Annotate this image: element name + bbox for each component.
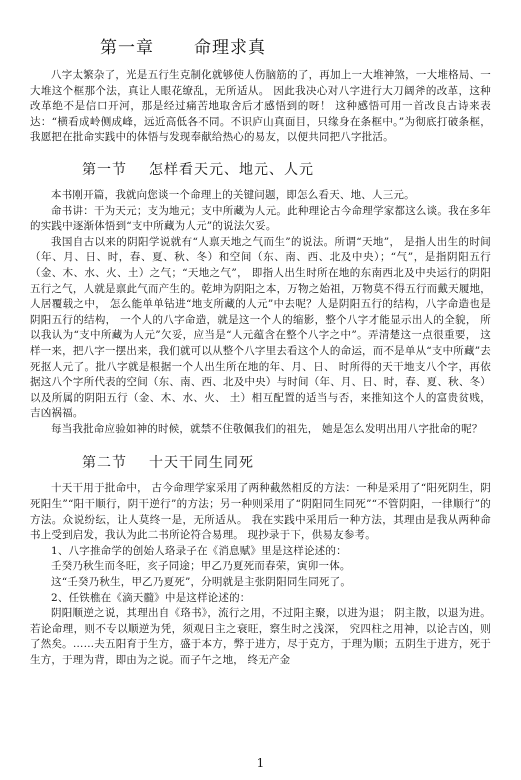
chapter-title: 命理求真 [194, 38, 266, 58]
section1-paragraph: 命书讲：干为天元；支为地元；支中所藏为人元。此种理论古今命理学家都这么谈。我在多年的实践中逐渐体悟到“支中所藏为人元”的说法欠妥。 [30, 204, 491, 233]
section2-title: 十天干同生同死 [149, 455, 254, 472]
chapter-number: 第一章 [100, 38, 154, 58]
section2-paragraph: 1、八字推命学的创始人珞录子在《消息赋》里是这样论述的： [51, 544, 347, 557]
intro-paragraph: 八字太繁杂了，光是五行生克制化就够使人伤脑筋的了，再加上一大堆神煞，一大堆格局、一大堆这个框那个法，真让人眼花缭乱，无所适从。 因此我决心对八字进行大刀阔斧的改革，这种改革绝不是信口开河，那是经过痛苦地取舍后才感悟到的呀！ 这种感悟可用一首改良古诗来表达：“横看成岭侧成峰，远近高低各不同。不识庐山真面目，只缘身在条框中。”为彻底打破条框， 我愿把在批命实践中的体悟与发现奉献给热心的易友，以便共同把八字批活。 [30, 69, 491, 144]
chapter-heading [30, 34, 491, 62]
section1-title: 怎样看天元、地元、人元 [149, 161, 314, 178]
section1-paragraph: 本书刚开篇，我就向您谈一个命理上的关键问题，即怎么看天、地、人三元。 [51, 188, 415, 201]
section2-paragraph: 这“壬癸乃秋生，甲乙乃夏死”，分明就是主张阴阳同生同死了。 [51, 576, 352, 589]
intro-text [30, 68, 491, 146]
section1-paragraph: 每当我批命应验如神的时候，就禁不住敬佩我们的祖先， 她是怎么发明出用八字批命的呢？ [51, 422, 483, 435]
page-number: 1 [256, 756, 265, 770]
section1-heading [30, 158, 491, 182]
section2-paragraph: 壬癸乃秋生而冬旺，亥子同途；甲乙乃夏死而春荣，寅卯一体。 [51, 560, 351, 573]
section2-paragraph: 2、任铁樵在《滴天髓》中是这样论述的： [51, 591, 251, 604]
section2-heading [30, 451, 491, 475]
section1-body [30, 188, 491, 438]
section2-paragraph: 十天干用于批命中， 古今命理学家采用了两种截然相反的方法：一种是采用了“阳死阴生，阴死阳生”“阳干顺行，阴干逆行”的方法；另一种则采用了“阴阳同生同死”“不管阴阳，一律顺行”的方法。众说纷纭，让人莫终一是，无所适从。 我在实践中采用后一种方法，其理由是我从两种命书上受到启发，我认为此二书所论符合易理。 现抄录于下，供易友参考。 [30, 482, 491, 542]
section2-paragraph: 阴阳顺逆之说，其理出自《珞书》，流行之用，不过阳主聚，以进为退； 阴主散，以退为进。若论命理，则不专以顺逆为凭，须观日主之衰旺，察生时之浅深， 究四柱之用神，以论吉凶，则了然矣。……夫五阳育于生方，盛于本方，弊于进方，尽于克方，于理为顺；五阴生于进方，死于生方，于理为背，即由为之说。而子午之地， 终无产金 [30, 607, 491, 666]
section2-number: 第二节 [82, 455, 127, 472]
section1-number: 第一节 [82, 161, 127, 178]
section2-body [30, 481, 491, 668]
section1-paragraph: 我国自古以来的阴阳学说就有“人禀天地之气而生”的说法。所谓“天地”， 是指人出生的时间（年、月、日、时，春、夏、秋、冬）和空间（东、南、西、北及中央）；“气”，是指阴阳五行（金、木、水、火、土）之气；“天地之气”， 即指人出生时所在地的东南西北及中央运行的阴阳五行之气，人就是禀此气而产生的。乾坤为阴阳之本，万物之始祖，万物莫不得五行而戴天履地，人居覆载之中， 怎么能单单钻进“地支所藏的人元”中去呢？人是阴阳五行的结构，八字命造也是阴阳五行的结构， 一个人的八字命造，就是这一个人的缩影，整个八字才能显示出人的全貌， 所以我认为“支中所藏为人元”欠妥，应当是“人元蕴含在整个八字之中”。弄清楚这一点很重要， 这样一来，把八字一摆出来，我们就可以从整个八字里去看这个人的命运，而不是单从“支中所藏”去死抠人元了。批八字就是根据一个人出生所在地的年、月、日、 时所得的天干地支八个字，再依据这八个字所代表的空间（东、南、西、北及中央）与时间（年、月、日、时，春、夏、秋、冬）以及所属的阴阳五行（金、木、水、火、 土）相互配置的适当与否，来推知这个人的富贵贫贱，吉凶祸福。 [30, 235, 491, 420]
